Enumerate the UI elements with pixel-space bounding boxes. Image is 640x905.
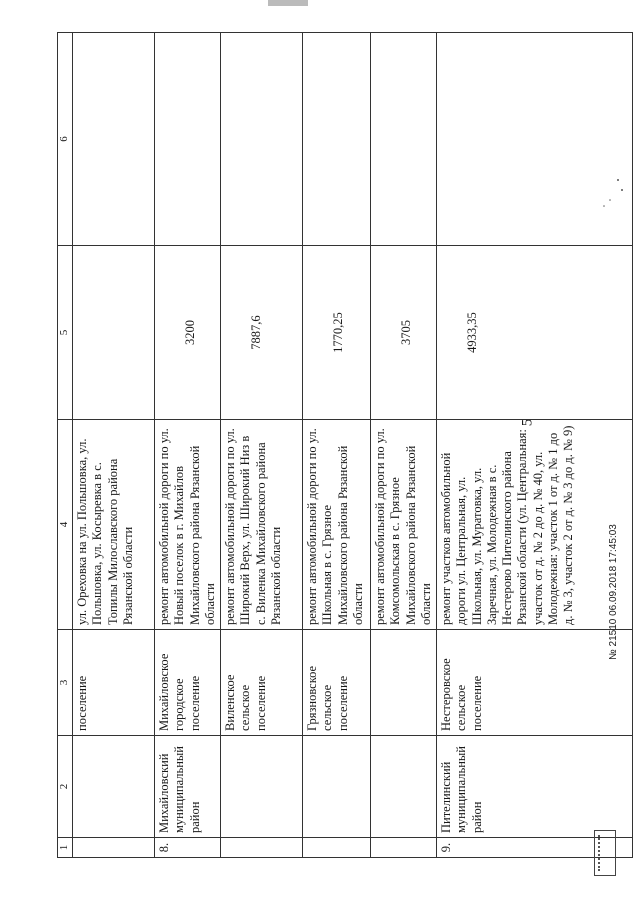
settlement-cell: Нестеровское сельское поселение: [437, 630, 633, 736]
header-cell: 2: [58, 736, 73, 838]
amount-cell: 1770,25: [303, 246, 371, 420]
row-number: [73, 838, 155, 858]
settlement-cell: Виленское сельское поселение: [221, 630, 303, 736]
registration-stamp: [594, 830, 616, 876]
header-cell: 1: [58, 838, 73, 858]
district-cell: Михайловский муниципальный район: [155, 736, 221, 838]
work-description-cell: ремонт участков автомобильной дороги ул. Центральная, ул. Школьная, ул. Муратовка, ул. Заречная, ул. Молодежная в с. Нестерово Пителинского района Рязанской области (ул. Центральная: участок от д. № 2 до д. № 40, ул. Молодежная: участок 1 от д. № 1 до д. № 3, участок 2 от д. № 3 до д. № 9): [437, 420, 633, 630]
table-row: [73, 33, 155, 858]
row-number: 8.: [155, 838, 221, 858]
registration-footer: № 21510 06.09.2018 17:45:03: [608, 524, 619, 660]
work-description-cell: ремонт автомобильной дороги по ул. Широкий Верх, ул. Широкий Низ в с. Виленка Михайловского района Рязанской области: [221, 420, 303, 630]
amount-cell: 3200: [155, 246, 221, 420]
row-number: [303, 838, 371, 858]
note-cell: [437, 33, 633, 246]
district-cell: Пителинский муниципальный район: [437, 736, 633, 838]
header-cell: 4: [58, 420, 73, 630]
note-cell: [73, 33, 155, 246]
table-row: [371, 33, 437, 858]
district-cell: [73, 736, 155, 838]
work-description-cell: ул. Ореховка на ул. Польшовка, ул. Польшовка, ул. Косыревка в с. Топилы Милославского района Рязанской области: [73, 420, 155, 630]
amount-cell: 7887,6: [221, 246, 303, 420]
row-number: 9.: [437, 838, 633, 858]
note-cell: [155, 33, 221, 246]
header-cell: 5: [58, 246, 73, 420]
settlement-cell: Михайловское городское поселение: [155, 630, 221, 736]
district-cell: [371, 736, 437, 838]
row-number: [221, 838, 303, 858]
scan-artifact: [268, 0, 308, 6]
settlement-cell: [371, 630, 437, 736]
note-cell: [221, 33, 303, 246]
note-cell: [371, 33, 437, 246]
work-description-cell: ремонт автомобильной дороги по ул. Школьная в с. Грязное Михайловского района Рязанской области: [303, 420, 371, 630]
work-description-cell: ремонт автомобильной дороги по ул. Комсомольская в с. Грязное Михайловского района Рязанской области: [371, 420, 437, 630]
roads-repair-table: [57, 32, 633, 858]
note-cell: [303, 33, 371, 246]
table-row: [303, 33, 371, 858]
work-description-cell: ремонт автомобильной дороги по ул. Новый поселок в г. Михайлов Михайловского района Рязанской области: [155, 420, 221, 630]
amount-cell: 3705: [371, 246, 437, 420]
settlement-cell: поселение: [73, 630, 155, 736]
header-cell: 3: [58, 630, 73, 736]
amount-cell: [73, 246, 155, 420]
settlement-cell: Грязновское сельское поселение: [303, 630, 371, 736]
district-cell: [303, 736, 371, 838]
header-cell: 6: [58, 33, 73, 246]
page-number: 5: [519, 418, 536, 427]
table-row: [155, 33, 221, 858]
table-row: [437, 33, 633, 858]
table-header-row: [58, 33, 73, 858]
rotated-table-wrapper: [57, 33, 629, 858]
table-row: [221, 33, 303, 858]
amount-cell: 4933,35: [437, 246, 633, 420]
row-number: [371, 838, 437, 858]
district-cell: [221, 736, 303, 838]
